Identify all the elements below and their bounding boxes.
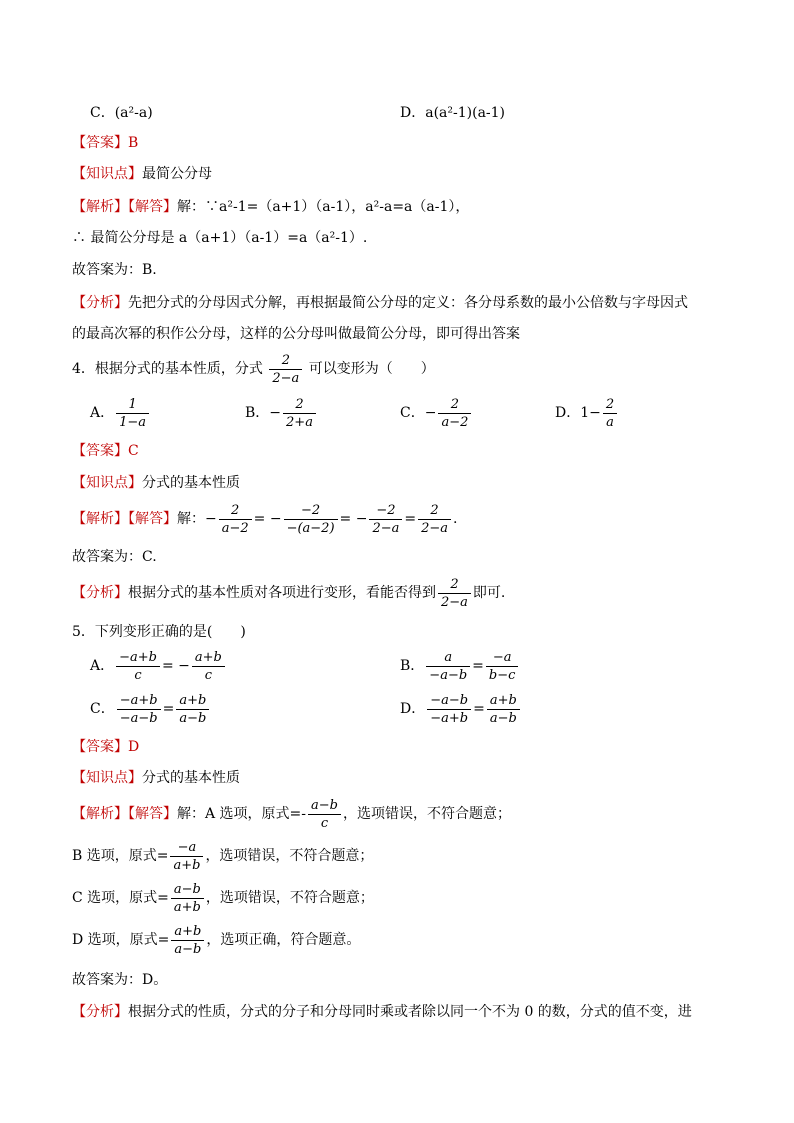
q4-analysis-fraction-3: $\frac{-2}{2-a}$ xyxy=(369,502,402,537)
q5-stem: 5．下列变形正确的是( ) xyxy=(72,624,246,640)
q5-option-c: C． $\frac{-a+b}{-a-b}$ = $\frac{a+b}{a-b}$ xyxy=(90,691,211,727)
q5-option-a-left-fraction: $\frac{-a+b}{c}$ xyxy=(116,649,160,684)
q4-option-a: A． $\frac{1}{1-a}$ xyxy=(90,395,151,431)
q4-option-d: D．1− $\frac{2}{a}$ xyxy=(555,395,619,431)
q4-option-b: B．− $\frac{2}{2+a}$ xyxy=(245,395,318,431)
q5-option-d-right-fraction: $\frac{a+b}{a-b}$ xyxy=(487,692,520,727)
q3-answer: 【答案】B xyxy=(72,135,139,151)
q5-option-b: B． $\frac{a}{-a-b}$ = $\frac{-a}{b-c}$ xyxy=(400,648,520,684)
q4-fenxi: 【分析】根据分式的基本性质对各项进行变形，看能否得到 $\frac{2}{2-a}$ 即可. xyxy=(72,576,506,610)
q5-option-d-left-fraction: $\frac{-a-b}{-a+b}$ xyxy=(427,692,471,727)
q5-option-c-right-fraction: $\frac{a+b}{a-b}$ xyxy=(176,692,209,727)
q4-analysis-fraction-4: $\frac{2}{2-a}$ xyxy=(418,502,451,537)
q5-final-answer: 故答案为：D。 xyxy=(72,972,168,988)
q5-analysis-a-fraction: $\frac{a-b}{c}$ xyxy=(308,797,341,832)
q5-option-b-right-fraction: $\frac{-a}{b-c}$ xyxy=(486,649,519,684)
q4-option-c-fraction: $\frac{2}{a-2}$ xyxy=(438,396,471,431)
q5-fenxi: 【分析】根据分式的性质，分式的分子和分母同时乘或者除以同一个不为 0 的数，分式的值不变，进 xyxy=(72,1004,692,1020)
q4-stem: 4．根据分式的基本性质，分式 $\frac{2}{2-a}$ 可以变形为（ ） xyxy=(72,352,435,386)
q3-analysis-line-1: 【解析】【解答】解：∵a²-1=（a+1）（a-1），a²-a=a（a-1）， xyxy=(72,199,470,215)
q5-option-c-left-fraction: $\frac{-a+b}{-a-b}$ xyxy=(117,692,161,727)
q5-answer: 【答案】D xyxy=(72,739,140,755)
q3-final-answer: 故答案为：B. xyxy=(72,262,157,278)
q3-option-c: C．(a²-a) xyxy=(90,105,153,121)
q4-analysis: 【解析】【解答】解：− $\frac{2}{a-2}$ = − $\frac{-2}{-(a-2)}$ = − $\frac{-2}{2-a}$ = $\frac{2}{2-a}$ . xyxy=(72,502,458,536)
q4-option-b-fraction: $\frac{2}{2+a}$ xyxy=(283,396,316,431)
q4-answer: 【答案】C xyxy=(72,443,139,459)
q5-knowledge-point: 【知识点】分式的基本性质 xyxy=(72,770,240,786)
q4-analysis-fraction-2: $\frac{-2}{-(a-2)}$ xyxy=(284,502,338,537)
q5-option-d: D． $\frac{-a-b}{-a+b}$ = $\frac{a+b}{a-b}$ xyxy=(400,691,522,727)
q5-option-a: A． $\frac{-a+b}{c}$ = − $\frac{a+b}{c}$ xyxy=(90,648,227,684)
q4-option-a-fraction: $\frac{1}{1-a}$ xyxy=(116,396,149,431)
q5-option-b-left-fraction: $\frac{a}{-a-b}$ xyxy=(426,649,470,684)
q5-analysis-d-fraction: $\frac{a+b}{a-b}$ xyxy=(171,923,204,958)
q3-option-d: D．a(a²-1)(a-1) xyxy=(400,105,506,121)
q4-option-d-fraction: $\frac{2}{a}$ xyxy=(603,396,617,431)
q3-fenxi-line-1: 【分析】先把分式的分母因式分解，再根据最简公分母的定义：各分母系数的最小公倍数与字母因式 xyxy=(72,295,688,311)
q4-option-c: C．− $\frac{2}{a-2}$ xyxy=(400,395,473,431)
q5-analysis-b-fraction: $\frac{-a}{a+b}$ xyxy=(170,839,203,874)
q5-analysis-c: C 选项，原式= $\frac{a-b}{a+b}$ ，选项错误，不符合题意； xyxy=(72,881,374,915)
q3-knowledge-point: 【知识点】最简公分母 xyxy=(72,166,212,182)
q5-analysis-d: D 选项，原式= $\frac{a+b}{a-b}$ ，选项正确，符合题意。 xyxy=(72,923,361,957)
q5-analysis-a: 【解析】【解答】解：A 选项，原式=- $\frac{a-b}{c}$ ，选项错误，不符合题意； xyxy=(72,797,511,831)
q5-option-a-right-fraction: $\frac{a+b}{c}$ xyxy=(192,649,225,684)
q3-analysis-line-2: ∴ 最简公分母是 a（a+1）（a-1）=a（a²-1）. xyxy=(72,230,368,246)
q5-analysis-c-fraction: $\frac{a-b}{a+b}$ xyxy=(171,881,204,916)
q4-fenxi-fraction: $\frac{2}{2-a}$ xyxy=(438,576,471,611)
q5-analysis-b: B 选项，原式= $\frac{-a}{a+b}$ ，选项错误，不符合题意； xyxy=(72,839,374,873)
q4-stem-fraction: $\frac{2}{2-a}$ xyxy=(269,352,302,387)
q3-fenxi-line-2: 的最高次幂的积作公分母，这样的公分母叫做最简公分母，即可得出答案 xyxy=(72,326,520,342)
q4-final-answer: 故答案为：C. xyxy=(72,549,157,565)
q4-analysis-fraction-1: $\frac{2}{a-2}$ xyxy=(219,502,252,537)
q4-knowledge-point: 【知识点】分式的基本性质 xyxy=(72,475,240,491)
